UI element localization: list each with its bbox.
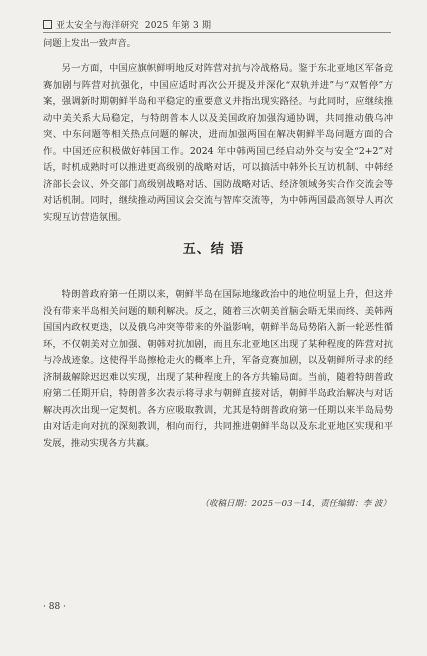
received-date-note: （收稿日期：2025－03－14，责任编辑：李 波） <box>200 499 391 509</box>
paragraph-conclusion: 特朗普政府第一任期以来，朝鲜半岛在国际地缘政治中的地位明显上升，但这并没有带来半岛相关问题的顺利解决。反之，随着三次朝美首脑会晤无果而终、美韩两国国内政权更迭，以及俄乌冲突等带来的外溢影响，朝鲜半岛局势陷入新一轮恶性循环，不仅朝美对立加强、朝韩对抗加剧，而且东北亚地区出现了某种程度的阵营对抗与冷战迹象。这使得半岛擦枪走火的概率上升，军备竞赛加剧，以及朝鲜所寻求的经济制裁解除迟迟难以实现，出现了某种程度上的各方共输局面。当前，随着特朗普政府第二任期开启，特朗普多次表示将寻求与朝鲜直接对话，朝鲜半岛政治解决与对话解决再次出现一定契机。各方应吸取教训，尤其是特朗普政府第一任期以来半岛局势由对话走向对抗的深刻教训，相向而行，共同推进朝鲜半岛以及东北亚地区实现和平发展，推动实现各方共赢。 <box>43 289 393 449</box>
checkbox-square-icon <box>43 20 52 29</box>
issue-number: 2025 年第 3 期 <box>144 21 212 31</box>
journal-name: 亚太安全与海洋研究 <box>56 21 139 31</box>
paragraph-china-policy: 另一方面，中国应旗帜鲜明地反对阵营对抗与冷战格局。鉴于东北亚地区军备竞赛加剧与阵营对抗强化，中国应适时再次公开提及并深化“双轨并进”与“双暂停”方案，强调新时期朝鲜半岛和平稳定的重要意义并指出现实路径。与此同时，应继续推动中美关系大局稳定，与特朗普本人以及美国政府加强沟通协调，共同推动俄乌冲突、中东问题等相关热点问题的解决，进而加强两国在解决朝鲜半岛问题方面的合作。中国还应积极做好韩国工作。2024 年中韩两国已经启动外交与安全“2+2”对话，时机成熟时可以推进更高级别的战略对话，可以搞活中韩外长互访机制、中韩经济部长会议、外交部门高级别战略对话、国防战略对话、经济领域务实合作交流会等对话机制。同时，继续推动两国议会交流与智库交流等，为中韩两国最高领导人再次实现互访营造氛围。 <box>43 63 393 223</box>
section-heading: 五、结 语 <box>182 242 245 257</box>
page-number: · 88 · <box>43 602 66 612</box>
header-divider <box>43 32 391 33</box>
paragraph-continuation: 问题上发出一致声音。 <box>43 38 136 49</box>
running-header <box>43 18 211 31</box>
